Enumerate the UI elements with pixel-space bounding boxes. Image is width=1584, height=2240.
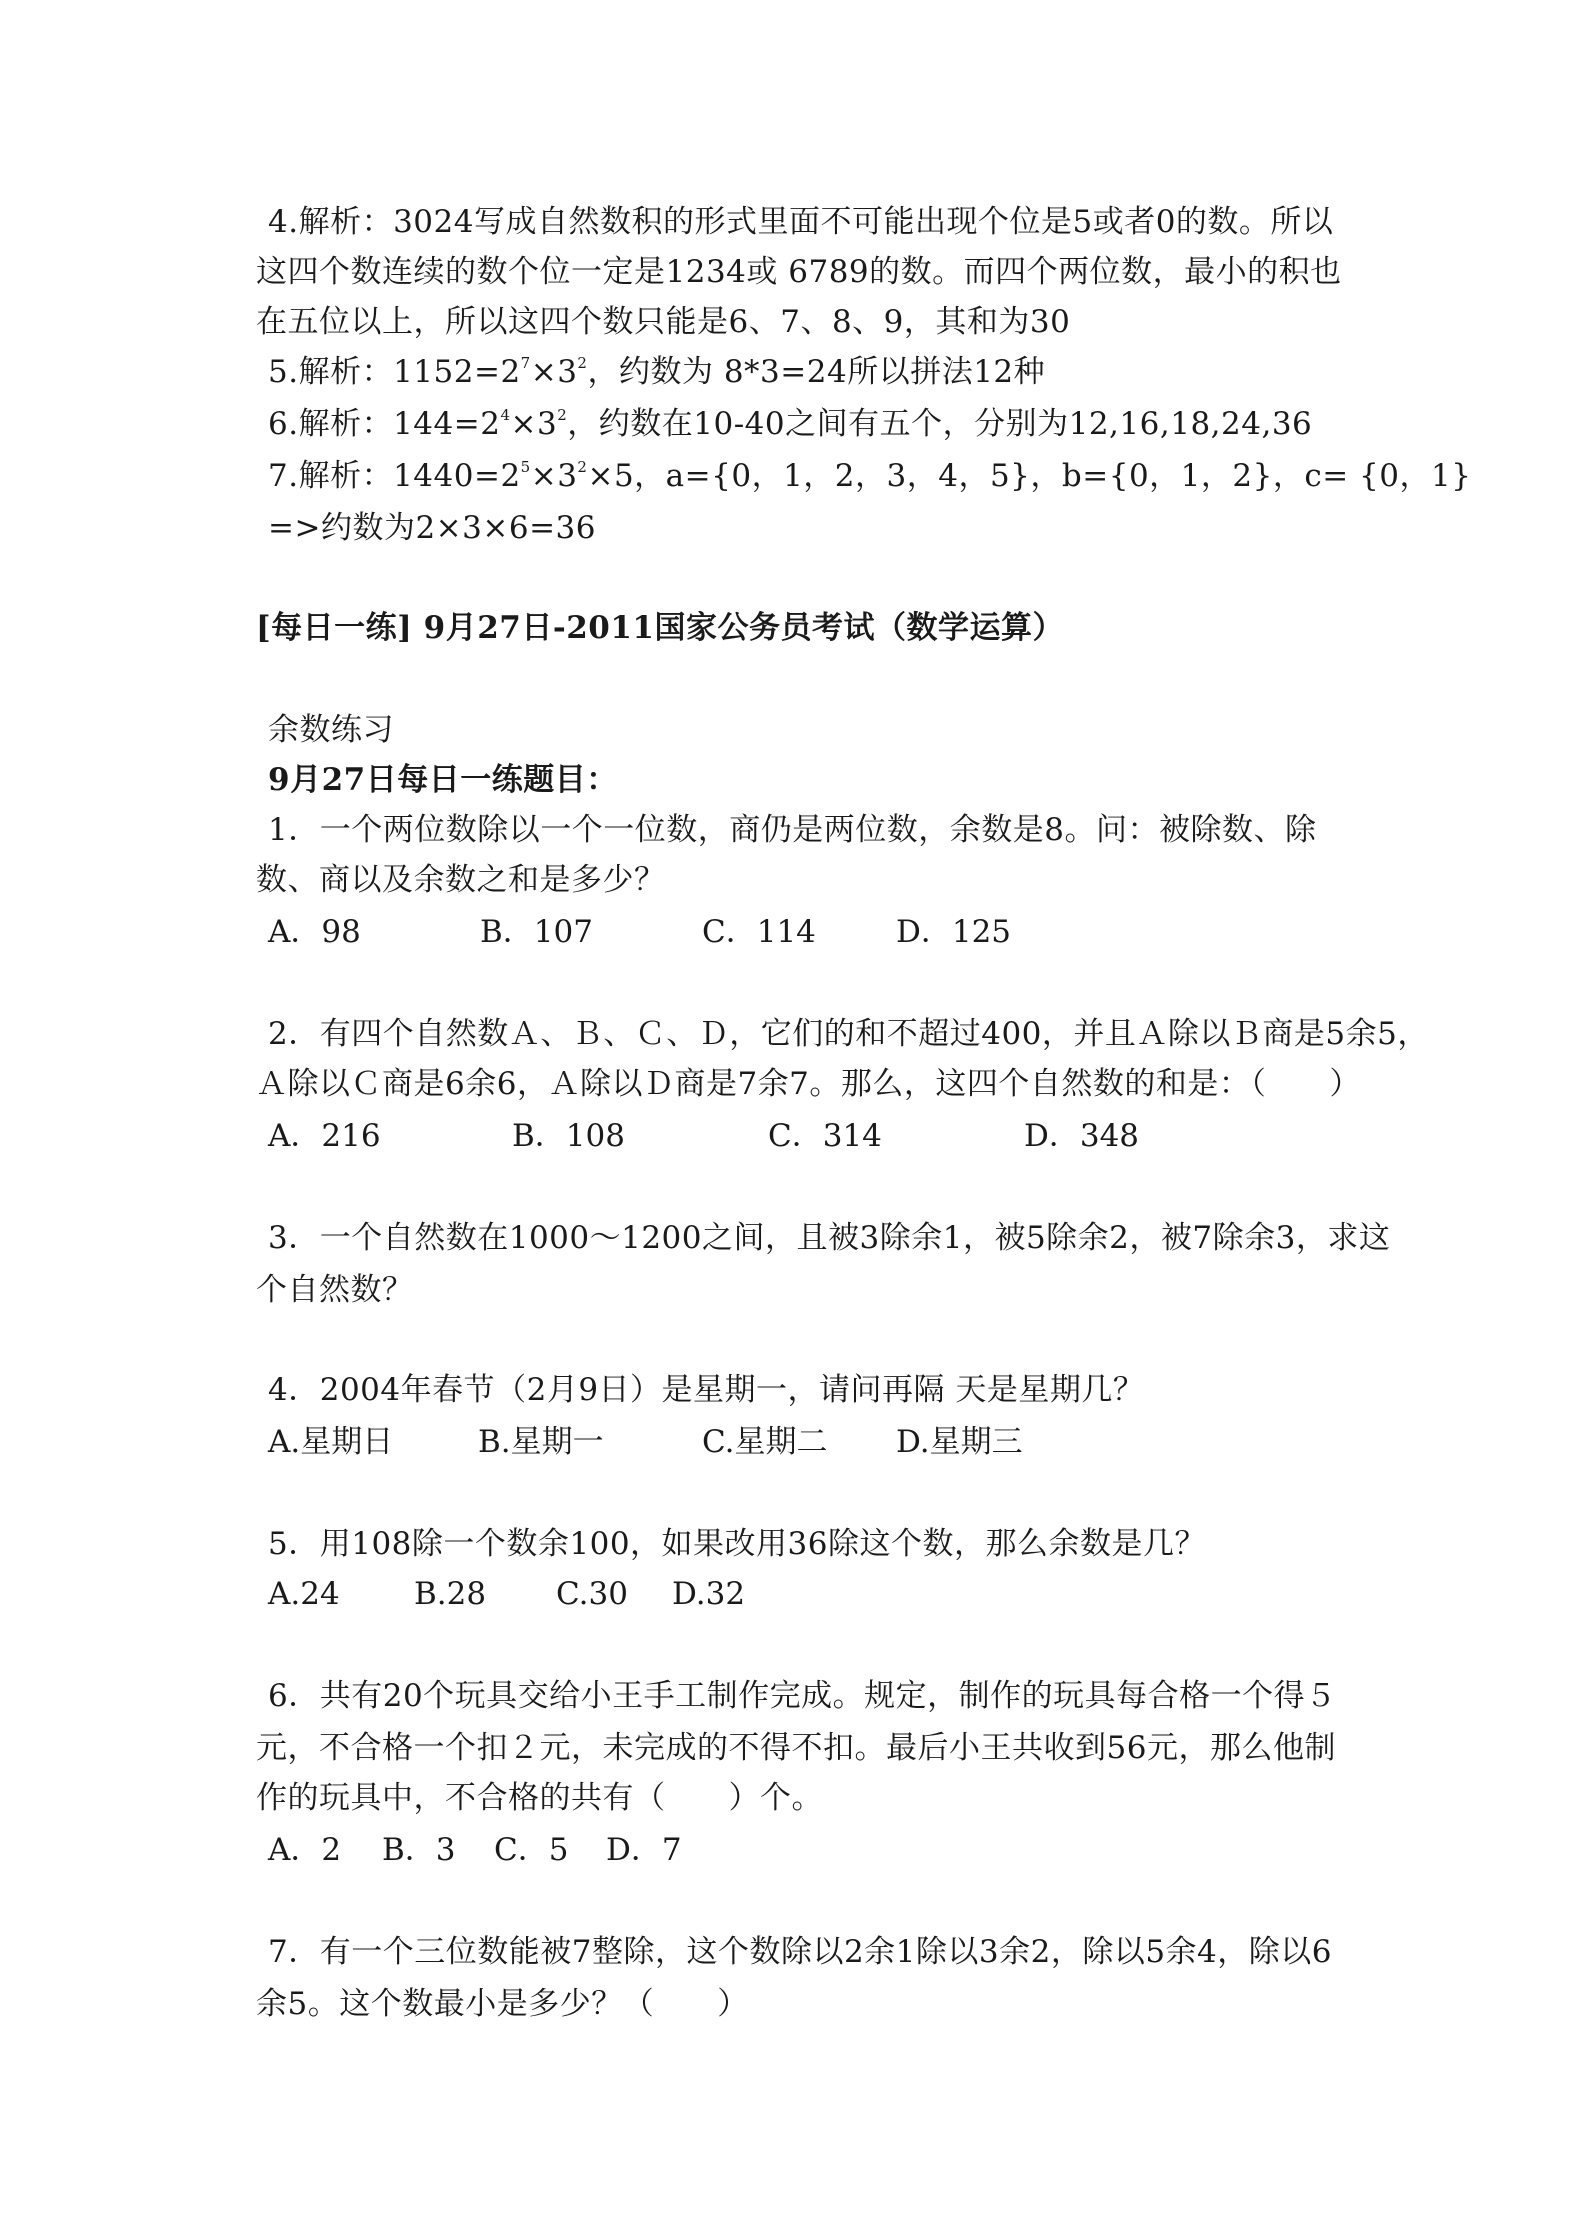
analysis-7-line-2: =>约数为2×3×6=36 bbox=[268, 510, 596, 546]
question-1-line-2: 数、商以及余数之和是多少？ bbox=[256, 862, 666, 898]
analysis-7-line-1 bbox=[268, 456, 1471, 496]
question-3-line-1: 3．一个自然数在1000～1200之间，且被3除余1，被5除余2，被7除余3，求这 bbox=[268, 1220, 1391, 1256]
question-1-option-c: C．114 bbox=[702, 914, 816, 950]
question-2-option-c: C．314 bbox=[768, 1118, 882, 1154]
question-4-option-a: A.星期日 bbox=[268, 1424, 394, 1460]
analysis-7-text-a: 7.解析：1440=2 bbox=[268, 458, 521, 494]
analysis-5-exp-1: 7 bbox=[520, 354, 531, 372]
questions-header: 9月27日每日一练题目： bbox=[268, 762, 618, 798]
question-6-option-b: B．3 bbox=[382, 1832, 456, 1868]
question-1-line-1: 1．一个两位数除以一个一位数，商仍是两位数，余数是8。问：被除数、除 bbox=[268, 812, 1317, 848]
question-5-option-d: D.32 bbox=[672, 1576, 746, 1612]
question-6-line-3: 作的玩具中，不合格的共有（ ）个。 bbox=[256, 1780, 823, 1816]
section-subtitle: 余数练习 bbox=[268, 712, 394, 748]
analysis-6-line bbox=[268, 404, 1312, 444]
analysis-5-text-c: ，约数为 8*3=24所以拼法12种 bbox=[587, 354, 1046, 390]
question-1-option-d: D．125 bbox=[896, 914, 1012, 950]
analysis-7-text-b: ×3 bbox=[530, 458, 578, 494]
question-7-line-1: 7．有一个三位数能被7整除，这个数除以2余1除以3余2，除以5余4，除以6 bbox=[268, 1934, 1333, 1970]
analysis-7-exp-2: 2 bbox=[577, 458, 588, 476]
analysis-6-text-c: ，约数在10-40之间有五个，分别为12,16,18,24,36 bbox=[567, 406, 1313, 442]
analysis-6-text-b: ×3 bbox=[510, 406, 558, 442]
question-5-line-1: 5．用108除一个数余100，如果改用36除这个数，那么余数是几？ bbox=[268, 1526, 1207, 1562]
analysis-4-line-2: 这四个数连续的数个位一定是1234或 6789的数。而四个两位数，最小的积也 bbox=[256, 254, 1342, 290]
analysis-5-text-b: ×3 bbox=[530, 354, 578, 390]
analysis-7-text-c: ×5，a={0，1，2，3，4，5}，b={0，1，2}，c= {0，1} bbox=[587, 458, 1472, 494]
question-6-line-1: 6．共有20个玩具交给小王手工制作完成。规定，制作的玩具每合格一个得５ bbox=[268, 1678, 1337, 1714]
analysis-7-exp-1: 5 bbox=[520, 458, 531, 476]
analysis-4-line-1: 4.解析：3024写成自然数积的形式里面不可能出现个位是5或者0的数。所以 bbox=[268, 204, 1334, 240]
question-7-line-2: 余5。这个数最小是多少？（ ） bbox=[256, 1986, 749, 2022]
question-4-option-c: C.星期二 bbox=[702, 1424, 828, 1460]
analysis-6-exp-2: 2 bbox=[557, 406, 568, 424]
question-1-option-a: A．98 bbox=[268, 914, 361, 950]
question-6-option-c: C．5 bbox=[494, 1832, 569, 1868]
question-4-option-d: D.星期三 bbox=[896, 1424, 1023, 1460]
question-2-line-1: 2．有四个自然数Ａ、Ｂ、Ｃ、Ｄ，它们的和不超过400，并且Ａ除以Ｂ商是5余5， bbox=[268, 1016, 1429, 1052]
question-3-line-2: 个自然数？ bbox=[256, 1272, 414, 1308]
question-4-line-1: 4．2004年春节（2月9日）是星期一，请问再隔 天是星期几？ bbox=[268, 1372, 1145, 1408]
question-6-option-a: A．2 bbox=[268, 1832, 342, 1868]
question-5-option-a: A.24 bbox=[268, 1576, 340, 1612]
question-5-option-b: B.28 bbox=[414, 1576, 487, 1612]
question-6-option-d: D．7 bbox=[606, 1832, 682, 1868]
analysis-5-line bbox=[268, 352, 1045, 392]
question-6-line-2: 元，不合格一个扣２元，未完成的不得不扣。最后小王共收到56元，那么他制 bbox=[256, 1730, 1336, 1766]
question-2-option-b: B．108 bbox=[512, 1118, 625, 1154]
analysis-5-text-a: 5.解析：1152=2 bbox=[268, 354, 521, 390]
question-4-option-b: B.星期一 bbox=[478, 1424, 604, 1460]
question-2-line-2: Ａ除以Ｃ商是6余6，Ａ除以Ｄ商是7余7。那么，这四个自然数的和是：（ ） bbox=[256, 1066, 1361, 1102]
section-title: [每日一练] 9月27日-2011国家公务员考试（数学运算） bbox=[256, 610, 1064, 646]
question-1-option-b: B．107 bbox=[480, 914, 593, 950]
question-2-option-a: A．216 bbox=[268, 1118, 381, 1154]
analysis-4-line-3: 在五位以上，所以这四个数只能是6、7、8、9，其和为30 bbox=[256, 304, 1071, 340]
analysis-6-text-a: 6.解析：144=2 bbox=[268, 406, 501, 442]
question-2-option-d: D．348 bbox=[1024, 1118, 1140, 1154]
analysis-5-exp-2: 2 bbox=[577, 354, 588, 372]
analysis-6-exp-1: 4 bbox=[500, 406, 511, 424]
question-5-option-c: C.30 bbox=[556, 1576, 628, 1612]
